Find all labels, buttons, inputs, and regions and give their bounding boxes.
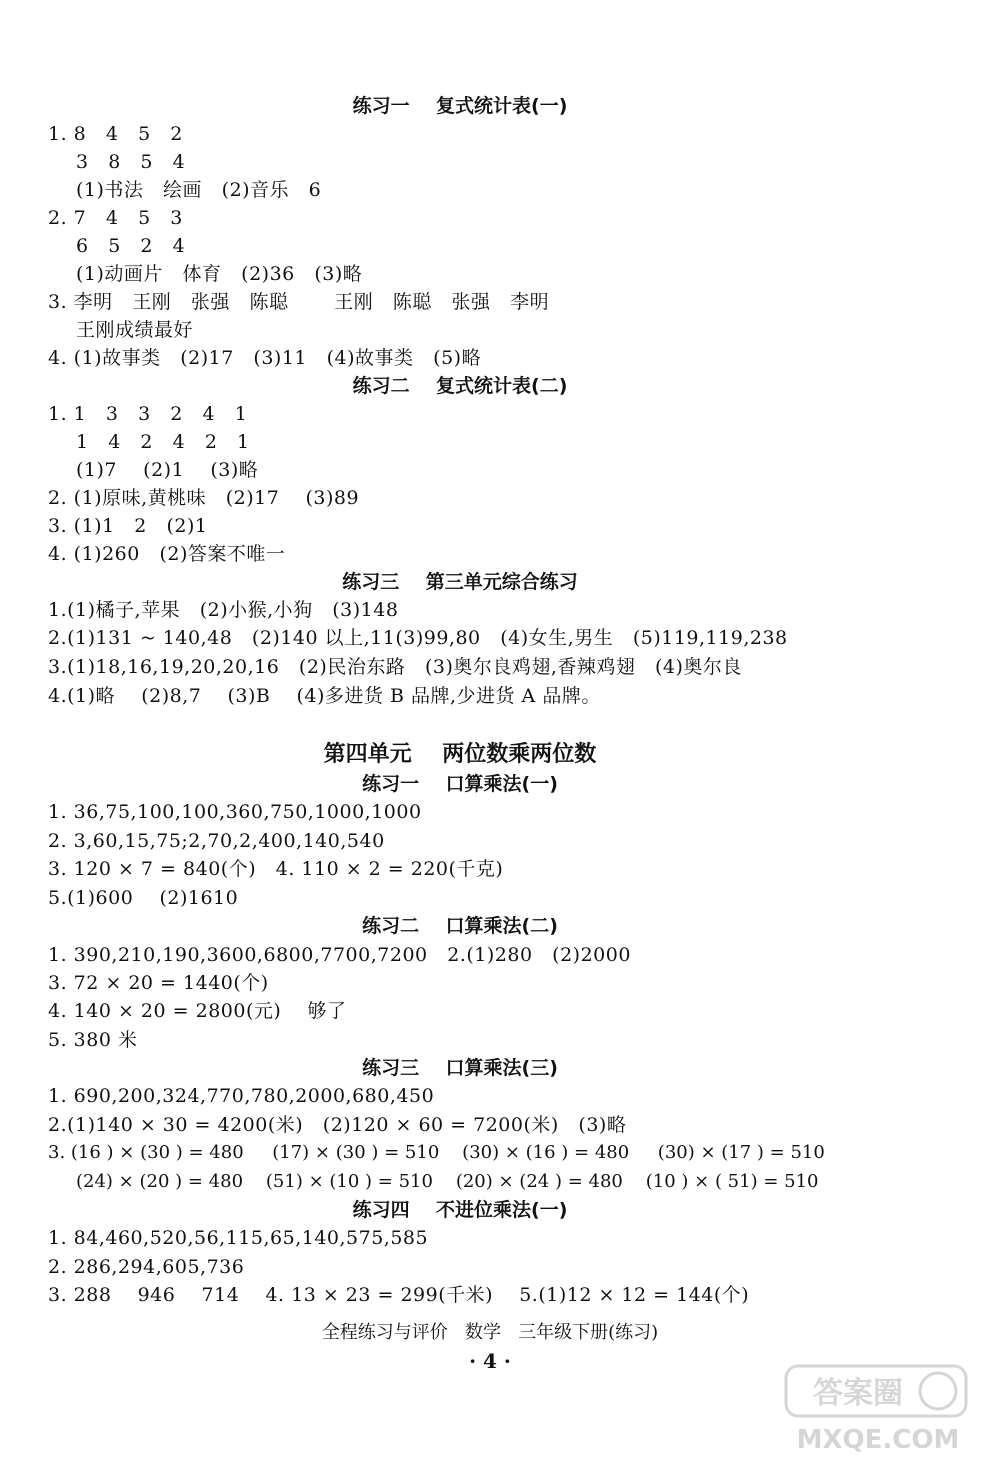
section-title-5: 练习二 口算乘法(二) xyxy=(362,915,558,937)
answer-line: (1)动画片 体育 (2)36 (3)略 xyxy=(76,263,363,285)
answer-line: 3.(1)18,16,19,20,20,16 (2)民治东路 (3)奥尔良鸡翅,香辣鸡翅 (4)奥尔良 xyxy=(48,656,742,678)
answer-line: 1 4 2 4 2 1 xyxy=(76,431,250,453)
section-title-6: 练习三 口算乘法(三) xyxy=(362,1057,558,1079)
answer-line: 1. 8 4 5 2 xyxy=(48,123,183,145)
answer-line: 2. 286,294,605,736 xyxy=(48,1256,245,1278)
section-title-7: 练习四 不进位乘法(一) xyxy=(352,1199,568,1221)
answer-line: 2.(1)140 × 30 = 4200(米) (2)120 × 60 = 7200(米) (3)略 xyxy=(48,1114,627,1136)
svg-text:答案圈: 答案圈 xyxy=(813,1376,903,1411)
answer-line: 2. (1)原味,黄桃味 (2)17 (3)89 xyxy=(48,487,360,509)
answer-line: 3. (16 ) × (30 ) = 480 (17) × (30 ) = 510 (30) × (16 ) = 480 (30) × (17 ) = 510 xyxy=(48,1142,825,1163)
answer-line: 4. 140 × 20 = 2800(元) 够了 xyxy=(48,1000,347,1022)
section-title-2: 练习二 复式统计表(二) xyxy=(352,375,568,397)
answer-line: 3. 72 × 20 = 1440(个) xyxy=(48,972,269,994)
answer-line: 4. (1)故事类 (2)17 (3)11 (4)故事类 (5)略 xyxy=(48,347,482,369)
answer-line: 6 5 2 4 xyxy=(76,235,186,257)
answer-line: 5. 380 米 xyxy=(48,1029,138,1051)
answer-line: (1)7 (2)1 (3)略 xyxy=(76,459,259,481)
answer-line: 王刚成绩最好 xyxy=(76,319,194,341)
page-number: · 4 · xyxy=(469,1349,511,1373)
answer-line: 1. 390,210,190,3600,6800,7700,7200 2.(1)280 (2)2000 xyxy=(48,944,631,966)
answer-line: 3. 120 × 7 = 840(个) 4. 110 × 2 = 220(千克) xyxy=(48,858,504,880)
section-title-3: 练习三 第三单元综合练习 xyxy=(342,571,578,593)
answer-line: 1.(1)橘子,苹果 (2)小猴,小狗 (3)148 xyxy=(48,599,399,621)
unit-title: 第四单元 两位数乘两位数 xyxy=(323,742,597,767)
answer-line: 5.(1)600 (2)1610 xyxy=(48,887,239,909)
answer-line: 1. 690,200,324,770,780,2000,680,450 xyxy=(48,1085,435,1107)
section-title-1: 练习一 复式统计表(一) xyxy=(352,95,568,117)
answer-line: 1. 84,460,520,56,115,65,140,575,585 xyxy=(48,1227,429,1249)
answer-line: 2.(1)131 ~ 140,48 (2)140 以上,11(3)99,80 (4)女生,男生 (5)119,119,238 xyxy=(48,627,788,649)
answer-line: 1. 36,75,100,100,360,750,1000,1000 xyxy=(48,801,422,823)
answer-line: 4. (1)260 (2)答案不唯一 xyxy=(48,543,286,565)
book-footer: 全程练习与评价 数学 三年级下册(练习) xyxy=(321,1322,659,1343)
answer-line: 1. 1 3 3 2 4 1 xyxy=(48,403,248,425)
answer-line: (1)书法 绘画 (2)音乐 6 xyxy=(76,179,322,201)
answer-line: 3 8 5 4 xyxy=(76,151,186,173)
answer-line: 2. 3,60,15,75;2,70,2,400,140,540 xyxy=(48,830,385,852)
svg-text:MXQE.COM: MXQE.COM xyxy=(796,1425,960,1455)
answer-line: 3. 李明 王刚 张强 陈聪 王刚 陈聪 张强 李明 xyxy=(48,291,550,313)
answer-line: 2. 7 4 5 3 xyxy=(48,207,183,229)
answer-line: 3. 288 946 714 4. 13 × 23 = 299(千米) 5.(1)12 × 12 = 144(个) xyxy=(48,1284,750,1306)
answer-line: 3. (1)1 2 (2)1 xyxy=(48,515,208,537)
section-title-4: 练习一 口算乘法(一) xyxy=(362,773,558,795)
watermark-logo xyxy=(778,1358,978,1458)
answer-line: 4.(1)略 (2)8,7 (3)B (4)多进货 B 品牌,少进货 A 品牌。 xyxy=(48,685,601,707)
answer-line: (24) × (20 ) = 480 (51) × (10 ) = 510 (20) × (24 ) = 480 (10 ) × ( 51) = 510 xyxy=(76,1171,819,1192)
